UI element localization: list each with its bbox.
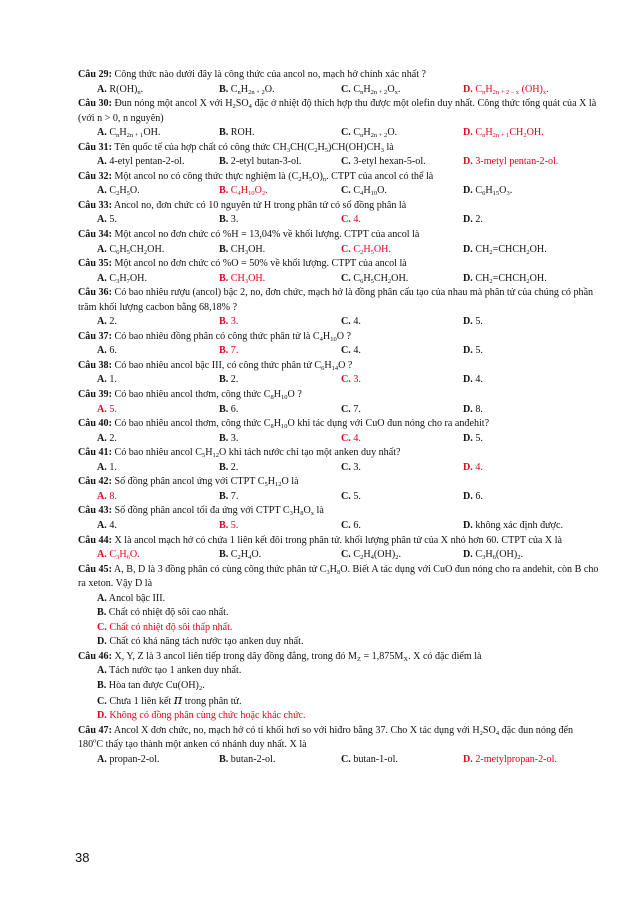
answer-option: D. $C_nH_{2n + 1}CH_2OH$.	[463, 127, 544, 140]
answer-option: A. $C_nH_{2n + 1}OH$.	[97, 127, 161, 140]
question-stem	[78, 650, 600, 665]
answer-option: B. Hòa tan được $Cu(OH)_2$.	[97, 679, 205, 692]
question-label: Câu 38:	[78, 359, 112, 371]
question-stem	[78, 388, 600, 403]
question-label: Câu 41:	[78, 447, 112, 459]
answer-option: C. 4.	[341, 432, 361, 444]
question-text: Một ancol no có công thức thực nghiệm là $(C_2H_5O)_n$. CTPT của ancol có thể là	[111, 170, 434, 183]
answer-option: B. 3.	[219, 316, 239, 328]
question-label: Câu 43:	[78, 505, 112, 517]
question-stem	[78, 359, 600, 374]
answer-option: C. 3.	[341, 461, 361, 473]
question-label: Câu 45:	[78, 563, 112, 575]
question-label: Câu 47:	[78, 724, 112, 736]
answer-options	[78, 344, 600, 359]
exercise-page	[78, 68, 600, 767]
answer-option: C. 7.	[341, 403, 361, 415]
answer-option: B. $C_4H_{10}O_2$.	[219, 185, 268, 198]
answer-option: D. không xác định được.	[463, 519, 563, 531]
answer-options	[78, 373, 600, 388]
question-label: Câu 40:	[78, 418, 112, 430]
question-label: Câu 31:	[78, 141, 112, 153]
answer-options	[78, 432, 600, 447]
page-number: 38	[75, 850, 90, 865]
question-label: Câu 29:	[78, 69, 112, 80]
question-stem	[78, 199, 600, 214]
question-stem	[78, 534, 600, 549]
answer-option: C. 3.	[341, 374, 361, 386]
answer-option: A. 5.	[97, 403, 117, 415]
answer-option: B. 2-etyl butan-3-ol.	[219, 156, 302, 168]
answer-option: C. 5.	[341, 490, 361, 502]
answer-option: D. 4.	[463, 461, 483, 473]
question-stem	[78, 330, 600, 345]
answer-option: B. 3.	[219, 214, 239, 226]
answer-option: A. $C_6H_5CH_2OH$.	[97, 243, 165, 256]
question-stem	[78, 724, 600, 753]
answer-option: C. $C_2H_5OH$.	[341, 243, 391, 256]
question-text: X, Y, Z là 3 ancol liên tiếp trong dãy đồng đẳng, trong đó $M_Z = 1,875M_X$. X có đặc điểm là	[111, 650, 482, 663]
answer-options	[78, 213, 600, 228]
answer-option: D. Chất có khả năng tách nước tạo anken duy nhất.	[97, 636, 304, 648]
answer-option: B. ROH.	[219, 127, 255, 139]
question-stem	[78, 170, 600, 185]
question-stem	[78, 563, 600, 592]
answer-option: A. 1.	[97, 374, 117, 386]
answer-option: B. 3.	[219, 432, 239, 444]
answer-options	[78, 490, 600, 505]
answer-option: C. 6.	[341, 519, 361, 531]
answer-options	[78, 83, 600, 98]
answer-option: D. $C_3H_6(OH)_2$.	[463, 549, 523, 562]
answer-option: B. Chất có nhiệt độ sôi cao nhất.	[97, 607, 229, 619]
answer-option: C. $C_2H_4(OH)_2$.	[341, 549, 401, 562]
question-label: Câu 33:	[78, 199, 112, 211]
answer-options	[78, 243, 600, 258]
answer-option: C. butan-1-ol.	[341, 753, 398, 765]
answer-option: D. 3-metyl pentan-2-ol.	[463, 156, 559, 168]
question-stem	[78, 141, 600, 156]
answer-options	[78, 315, 600, 330]
answer-options	[78, 519, 600, 534]
answer-option: D. 8.	[463, 403, 483, 415]
answer-option: D. $C_nH_{2n + 2 - x}$ $(OH)_x$.	[463, 83, 549, 96]
answer-option: D. 5.	[463, 432, 483, 444]
answer-options	[78, 126, 600, 141]
answer-option: B. $CH_3OH$.	[219, 272, 266, 285]
question-text: Tên quốc tế của hợp chất có công thức $CH_3CH(C_2H_5)CH(OH)CH_3$ là	[111, 141, 394, 154]
question-text: Có bao nhiêu rượu (ancol) bậc 2, no, đơn chức, mạch hở là đồng phân cấu tạo của nhau mà phân tử của chúng có phần trăm khối lượng cacbon bằng 68,18% ?	[78, 287, 594, 313]
answer-option: B. 2.	[219, 461, 239, 473]
answer-option: B. $C_nH_{2n + 2}O$.	[219, 83, 275, 96]
answer-option: A. 4-etyl pentan-2-ol.	[97, 156, 185, 168]
question-label: Câu 39:	[78, 389, 112, 401]
question-text: Ancol no, đơn chức có 10 nguyên tử H trong phân tử có số đồng phân là	[111, 199, 407, 211]
question-text: Đun nóng một ancol X với $H_2SO_4$ đặc ở nhiệt độ thích hợp thu được một olefin duy nhất. Công thức tổng quát của X là (với n > 0, n nguyên)	[78, 98, 597, 124]
answer-option: B. 5.	[219, 519, 239, 531]
answer-option: B. 7.	[219, 345, 239, 357]
question-label: Câu 32:	[78, 170, 112, 182]
question-label: Câu 35:	[78, 258, 112, 270]
question-text: Có bao nhiêu ancol thơm, công thức $C_8H_{10}O$ khi tác dụng với CuO đun nóng cho ra anđehit?	[111, 418, 490, 431]
question-stem	[78, 504, 600, 519]
question-text: Một ancol no đơn chức có %H = 13,04% về khối lượng. CTPT của ancol là	[111, 229, 420, 241]
answer-option: C. $C_nH_{2n + 2}O$.	[341, 127, 398, 140]
question-stem	[78, 257, 600, 272]
answer-option: A. $R(OH)_n$.	[97, 83, 144, 96]
question-text: Số đồng phân ancol tối đa ứng với CTPT $C_3H_8O_x$ là	[111, 505, 324, 518]
answer-option: C. Chất có nhiệt độ sôi thấp nhất.	[97, 621, 233, 633]
question-label: Câu 46:	[78, 650, 112, 662]
question-stem	[78, 68, 600, 83]
question-text: A, B, D là 3 đồng phân có cùng công thức phân tử $C_3H_8O$. Biết A tác dụng với CuO đun nóng cho ra andehit, còn B cho ra xeton. Vậy D là	[78, 563, 599, 590]
answer-options	[78, 548, 600, 563]
answer-options	[78, 184, 600, 199]
answer-option: A. 5.	[97, 214, 117, 226]
answer-option: C. 4.	[341, 345, 361, 357]
question-stem	[78, 475, 600, 490]
answer-option: A. 2.	[97, 316, 117, 328]
answer-option: B. 7.	[219, 490, 239, 502]
answer-options	[78, 272, 600, 287]
answer-option: C. $C_6H_5CH_2OH$.	[341, 272, 409, 285]
answer-option: A. 6.	[97, 345, 117, 357]
question-text: Ancol X đơn chức, no, mạch hở có tỉ khối hơi so với hiđro bằng 37. Cho X tác dụng với $H_2SO_4$ đặc đun nóng đến 180$^o$C thấy tạo thành một anken có nhánh duy nhất. X là	[78, 724, 574, 751]
answer-option: A. Ancol bậc III.	[97, 592, 166, 604]
answer-option: B. 2.	[219, 374, 239, 386]
answer-option: A. $C_3H_6O$.	[97, 549, 140, 562]
answer-option: D. $CH_2=CHCH_2OH$.	[463, 272, 547, 285]
answer-option: D. Không có đồng phân cùng chức hoặc khác chức.	[97, 710, 306, 722]
question-text: Có bao nhiêu ancol thơm, công thức $C_8H_{10}O$ ?	[111, 389, 302, 402]
answer-option: D. $CH_2=CHCH_2OH$.	[463, 243, 547, 256]
answer-option: A. $C_3H_7OH$.	[97, 272, 147, 285]
question-text: Một ancol no đơn chức có %O = 50% về khối lượng. CTPT của ancol là	[111, 258, 407, 270]
answer-option: B. butan-2-ol.	[219, 753, 276, 765]
question-label: Câu 34:	[78, 229, 112, 241]
question-text: Số đồng phân ancol ứng với CTPT $C_5H_{12}O$ là	[111, 476, 299, 489]
answer-option: A. 8.	[97, 490, 117, 502]
answer-option: C. $C_nH_{2n + 2}O_x$.	[341, 83, 401, 96]
answer-option: D. 5.	[463, 345, 483, 357]
answer-options	[78, 403, 600, 418]
question-text: X là ancol mạch hở có chứa 1 liên kết đôi trong phân tử. khối lượng phân tử của X nhỏ hơn 60. CTPT của X là	[111, 534, 562, 546]
question-text: Có bao nhiêu ancol $C_5H_{12}O$ khi tách nước chỉ tạo một anken duy nhất?	[111, 447, 401, 460]
question-label: Câu 42:	[78, 476, 112, 488]
answer-options	[78, 461, 600, 476]
answer-option: D. 2.	[463, 214, 483, 226]
answer-option: C. 4.	[341, 214, 361, 226]
question-text: Có bao nhiêu ancol bậc III, có công thức phân tử $C_6H_{14}O$ ?	[111, 359, 353, 372]
question-stem	[78, 417, 600, 432]
question-label: Câu 36:	[78, 287, 112, 299]
answer-option: D. 2-metylpropan-2-ol.	[463, 753, 557, 765]
question-label: Câu 44:	[78, 534, 112, 546]
question-label: Câu 37:	[78, 330, 112, 342]
answer-option: C. 4.	[341, 316, 361, 328]
answer-option: B. $CH_3OH$.	[219, 243, 266, 256]
answer-option: A. 2.	[97, 432, 117, 444]
question-stem	[78, 228, 600, 243]
answer-option: B. $C_2H_4O$.	[219, 549, 262, 562]
question-stem	[78, 286, 600, 315]
answer-option: A. $C_2H_5O$.	[97, 185, 140, 198]
answer-option: B. 6.	[219, 403, 239, 415]
question-text: Có bao nhiêu đồng phân có công thức phân tử là $C_4H_{10}O$ ?	[111, 330, 352, 343]
question-stem	[78, 97, 600, 126]
answer-option: C. $C_4H_{10}O$.	[341, 185, 387, 198]
answer-options	[78, 155, 600, 170]
answer-option: D. 5.	[463, 316, 483, 328]
answer-option: C. 3-etyl hexan-5-ol.	[341, 156, 426, 168]
answer-option: D. $C_6H_{15}O_3$.	[463, 185, 513, 198]
answer-option: D. 4.	[463, 374, 483, 386]
answer-option: D. 6.	[463, 490, 483, 502]
answer-option: C. Chưa 1 liên kết π trong phân tử.	[97, 692, 242, 708]
answer-options	[78, 753, 600, 768]
answer-option: A. 1.	[97, 461, 117, 473]
question-label: Câu 30:	[78, 98, 112, 110]
answer-option: A. Tách nước tạo 1 anken duy nhất.	[97, 665, 242, 677]
answer-option: A. propan-2-ol.	[97, 753, 160, 765]
question-stem	[78, 446, 600, 461]
question-text: Công thức nào dưới đây là công thức của ancol no, mạch hở chính xác nhất ?	[111, 69, 427, 80]
answer-option: A. 4.	[97, 519, 117, 531]
